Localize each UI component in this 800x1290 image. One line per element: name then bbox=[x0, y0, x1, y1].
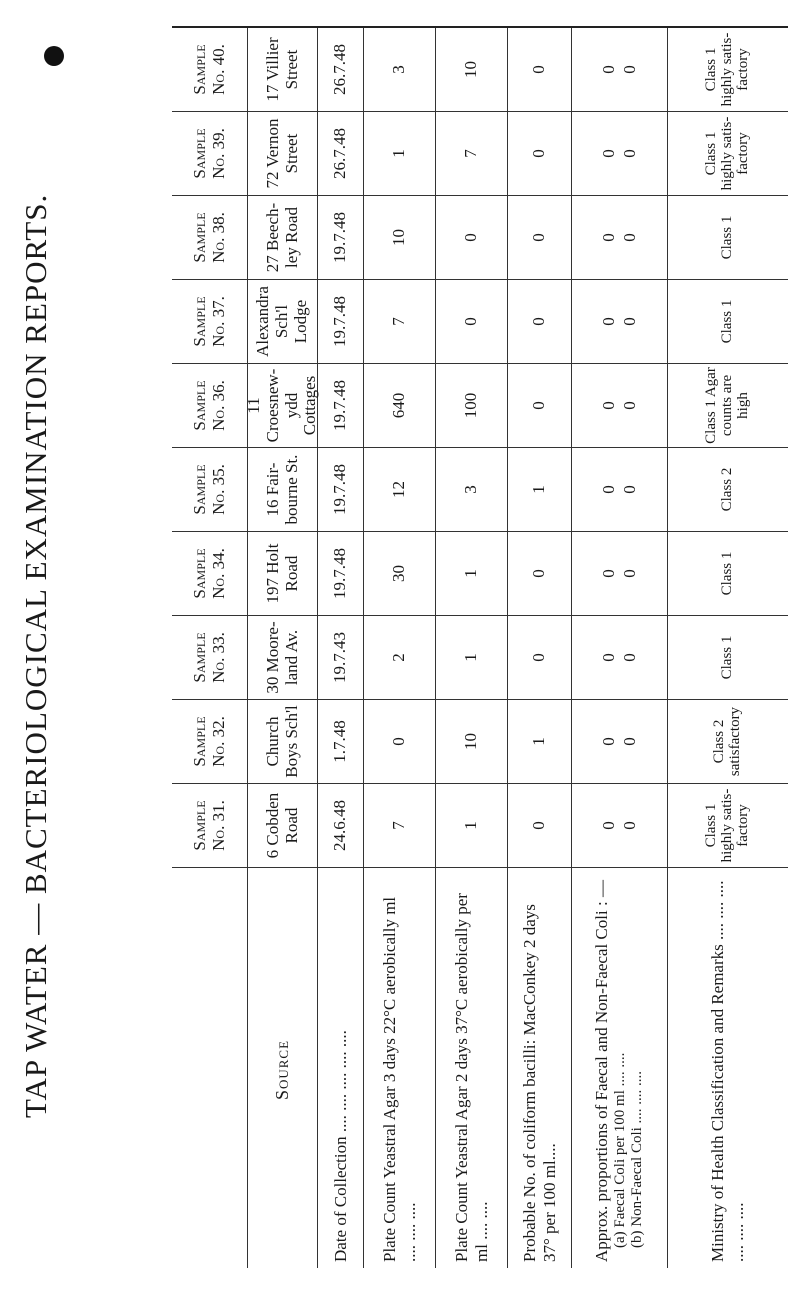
page-edge-rule bbox=[172, 26, 788, 28]
faecal-row-label bbox=[572, 868, 668, 1268]
faecal-cell bbox=[572, 280, 668, 364]
source-cell: 17 Villier Street bbox=[248, 28, 318, 112]
faecal-cell bbox=[572, 364, 668, 448]
faecal-a-value: 0 bbox=[598, 65, 618, 74]
plate22-row-label: Plate Count Yeastral Agar 3 days 22°C aerobically ml .... .... .... bbox=[364, 868, 436, 1268]
coliform-cell: 0 bbox=[508, 280, 572, 364]
date-cell: 19.7.48 bbox=[318, 532, 364, 616]
faecal-cell bbox=[572, 112, 668, 196]
plate22-cell: 7 bbox=[364, 784, 436, 868]
plate37-cell: 10 bbox=[436, 700, 508, 784]
faecal-a-value: 0 bbox=[598, 233, 618, 242]
plate37-cell: 7 bbox=[436, 112, 508, 196]
sample-no-cell: Sample No. 33. bbox=[172, 616, 248, 700]
remarks-cell: Class 1 bbox=[668, 280, 788, 364]
remarks-cell: Class 1 bbox=[668, 196, 788, 280]
plate37-cell: 1 bbox=[436, 532, 508, 616]
report-table bbox=[172, 28, 788, 1268]
sample-no-cell: Sample No. 31. bbox=[172, 784, 248, 868]
plate22-cell: 0 bbox=[364, 700, 436, 784]
faecal-cell bbox=[572, 784, 668, 868]
remarks-cell: Class 2 satisfactory bbox=[668, 700, 788, 784]
faecal-a-label: (a) Faecal Coli per 100 ml .... .... bbox=[612, 1052, 629, 1248]
page-title: TAP WATER — BACTERIOLOGICAL EXAMINATION REPORTS. bbox=[18, 193, 53, 1118]
faecal-cell bbox=[572, 28, 668, 112]
plate22-cell: 640 bbox=[364, 364, 436, 448]
coliform-cell: 1 bbox=[508, 700, 572, 784]
coliform-cell: 0 bbox=[508, 784, 572, 868]
faecal-a-value: 0 bbox=[598, 821, 618, 830]
faecal-b-label: (b) Non-Faecal Coli .... .... .... bbox=[629, 1070, 646, 1248]
source-cell: 72 Vernon Street bbox=[248, 112, 318, 196]
faecal-cell bbox=[572, 448, 668, 532]
plate22-cell: 7 bbox=[364, 280, 436, 364]
plate37-cell: 3 bbox=[436, 448, 508, 532]
sample-no-cell: Sample No. 39. bbox=[172, 112, 248, 196]
source-cell: 197 Holt Road bbox=[248, 532, 318, 616]
faecal-a-value: 0 bbox=[598, 569, 618, 578]
faecal-a-value: 0 bbox=[598, 401, 618, 410]
faecal-cell bbox=[572, 616, 668, 700]
source-cell: 11 Croesnew- ydd Cottages bbox=[248, 364, 318, 448]
coliform-cell: 0 bbox=[508, 616, 572, 700]
plate37-cell: 0 bbox=[436, 280, 508, 364]
plate37-cell: 10 bbox=[436, 28, 508, 112]
source-cell: 16 Fair- bourne St. bbox=[248, 448, 318, 532]
remarks-row-label: Ministry of Health Classification and Remarks .... .... .... .... .... .... bbox=[708, 880, 747, 1262]
source-cell: 30 Moore- land Av. bbox=[248, 616, 318, 700]
faecal-a-value: 0 bbox=[598, 485, 618, 494]
faecal-b-value: 0 bbox=[619, 65, 639, 74]
sample-no-cell: Sample No. 32. bbox=[172, 700, 248, 784]
plate22-cell: 2 bbox=[364, 616, 436, 700]
ink-blot bbox=[44, 46, 64, 66]
sample-no-cell: Sample No. 36. bbox=[172, 364, 248, 448]
faecal-b-value: 0 bbox=[619, 821, 639, 830]
remarks-cell: Class 2 bbox=[668, 448, 788, 532]
faecal-b-value: 0 bbox=[619, 317, 639, 326]
faecal-b-value: 0 bbox=[619, 149, 639, 158]
plate22-cell: 3 bbox=[364, 28, 436, 112]
plate37-cell: 0 bbox=[436, 196, 508, 280]
plate37-row-label: Plate Count Yeastral Agar 2 days 37°C aerobically per ml .... .... bbox=[436, 868, 508, 1268]
faecal-b-value: 0 bbox=[619, 737, 639, 746]
faecal-a-value: 0 bbox=[598, 653, 618, 662]
source-cell: 27 Beech- ley Road bbox=[248, 196, 318, 280]
faecal-head-label: Approx. proportions of Faecal and Non-Faecal Coli : — bbox=[592, 880, 612, 1262]
source-row-label: Source bbox=[248, 868, 318, 1268]
date-cell: 26.7.48 bbox=[318, 28, 364, 112]
coliform-cell: 0 bbox=[508, 532, 572, 616]
remarks-cell: Class 1 highly satis- factory bbox=[668, 28, 788, 112]
date-cell: 26.7.48 bbox=[318, 112, 364, 196]
coliform-row-label: Probable No. of coliform bacilli: MacConkey 2 days 37° per 100 ml.... bbox=[508, 868, 572, 1268]
date-cell: 1.7.48 bbox=[318, 700, 364, 784]
coliform-cell: 1 bbox=[508, 448, 572, 532]
coliform-cell: 0 bbox=[508, 364, 572, 448]
faecal-cell bbox=[572, 700, 668, 784]
sample-no-cell: Sample No. 40. bbox=[172, 28, 248, 112]
plate37-cell: 1 bbox=[436, 784, 508, 868]
plate22-cell: 10 bbox=[364, 196, 436, 280]
plate37-cell: 100 bbox=[436, 364, 508, 448]
sample-no-cell: Sample No. 37. bbox=[172, 280, 248, 364]
date-cell: 24.6.48 bbox=[318, 784, 364, 868]
date-row-label: Date of Collection .... .... .... .... .... bbox=[318, 868, 364, 1268]
source-cell: Church Boys Sch'l bbox=[248, 700, 318, 784]
date-cell: 19.7.48 bbox=[318, 196, 364, 280]
date-cell: 19.7.48 bbox=[318, 448, 364, 532]
coliform-cell: 0 bbox=[508, 28, 572, 112]
date-cell: 19.7.43 bbox=[318, 616, 364, 700]
remarks-cell: Class 1 bbox=[668, 532, 788, 616]
sample-no-cell: Sample No. 38. bbox=[172, 196, 248, 280]
plate37-cell: 1 bbox=[436, 616, 508, 700]
sample-no-cell: Sample No. 34. bbox=[172, 532, 248, 616]
coliform-cell: 0 bbox=[508, 196, 572, 280]
sample-no-cell: Sample No. 35. bbox=[172, 448, 248, 532]
faecal-b-value: 0 bbox=[619, 401, 639, 410]
date-cell: 19.7.48 bbox=[318, 280, 364, 364]
faecal-a-value: 0 bbox=[598, 317, 618, 326]
source-cell: Alexandra Sch'l Lodge bbox=[248, 280, 318, 364]
plate22-cell: 12 bbox=[364, 448, 436, 532]
remarks-cell: Class 1 highly satis- factory bbox=[668, 784, 788, 868]
remarks-cell: Class 1 bbox=[668, 616, 788, 700]
coliform-cell: 0 bbox=[508, 112, 572, 196]
source-cell: 6 Cobden Road bbox=[248, 784, 318, 868]
sample-row-label bbox=[172, 868, 248, 1268]
faecal-b-value: 0 bbox=[619, 485, 639, 494]
faecal-cell bbox=[572, 196, 668, 280]
faecal-a-value: 0 bbox=[598, 737, 618, 746]
remarks-cell: Class 1 highly satis- factory bbox=[668, 112, 788, 196]
plate22-cell: 1 bbox=[364, 112, 436, 196]
remarks-cell: Class 1 Agar counts are high bbox=[668, 364, 788, 448]
faecal-b-value: 0 bbox=[619, 569, 639, 578]
date-cell: 19.7.48 bbox=[318, 364, 364, 448]
faecal-b-value: 0 bbox=[619, 233, 639, 242]
faecal-a-value: 0 bbox=[598, 149, 618, 158]
faecal-b-value: 0 bbox=[619, 653, 639, 662]
plate22-cell: 30 bbox=[364, 532, 436, 616]
faecal-cell bbox=[572, 532, 668, 616]
